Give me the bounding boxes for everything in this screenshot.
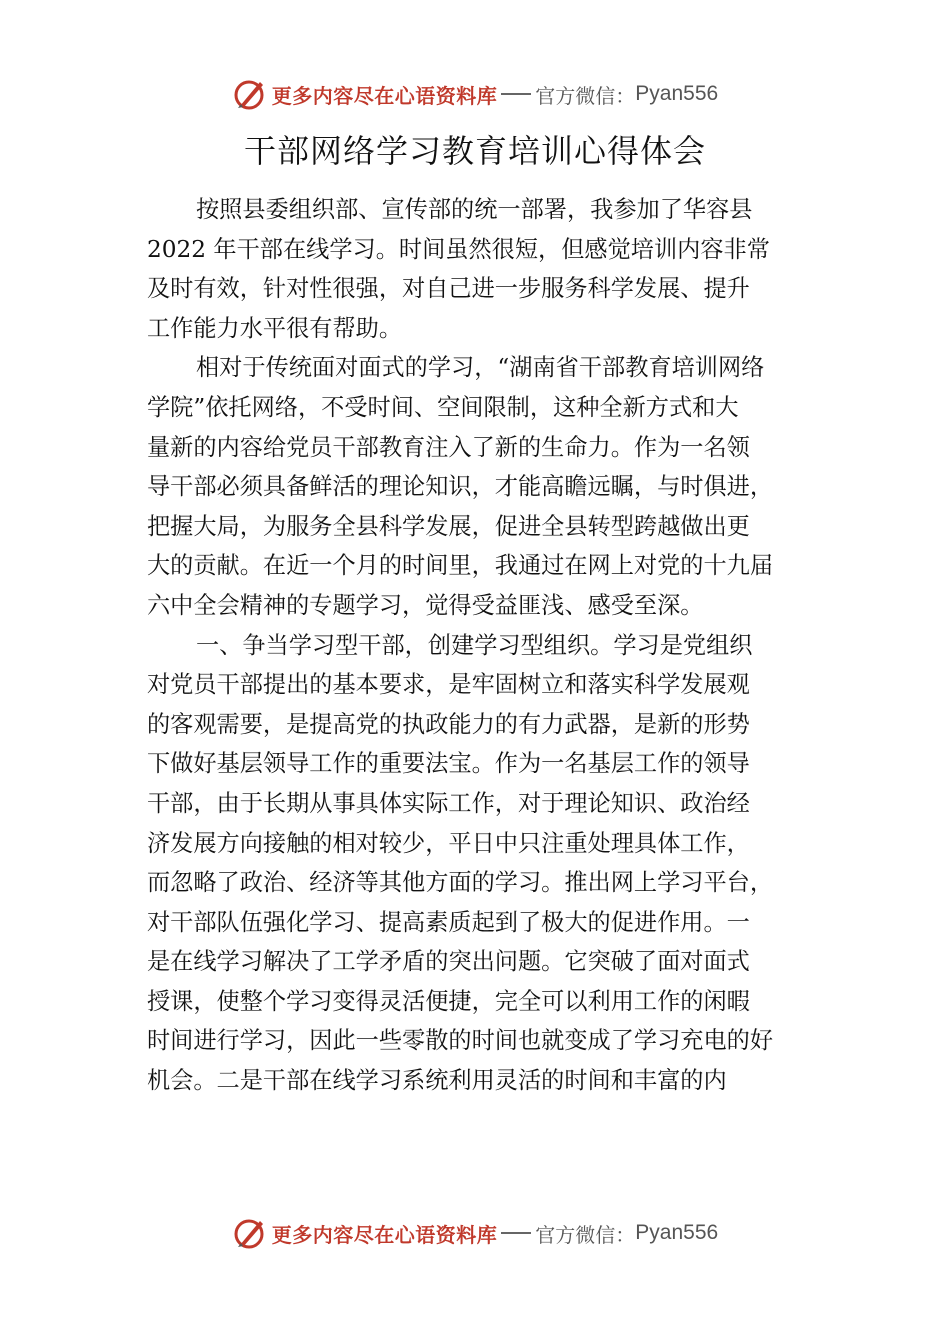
body-line: 对党员干部提出的基本要求，是牢固树立和落实科学发展观	[147, 671, 750, 699]
pen-logo-icon	[232, 1215, 268, 1251]
body-line: 工作能力水平很有帮助。	[147, 314, 403, 342]
body-line: 而忽略了政治、经济等其他方面的学习。推出网上学习平台，	[147, 869, 774, 897]
body-line: 大的贡献。在近一个月的时间里，我通过在网上对党的十九届	[147, 552, 774, 580]
body-line: 把握大局，为服务全县科学发展，促进全县转型跨越做出更	[147, 512, 750, 540]
document-title: 干部网络学习教育培训心得体会	[243, 132, 706, 170]
banner-dash	[501, 1232, 531, 1234]
body-line: 机会。二是干部在线学习系统利用灵活的时间和丰富的内	[147, 1067, 727, 1095]
banner-dash	[501, 93, 531, 95]
body-line: 时间进行学习，因此一些零散的时间也就变成了学习充电的好	[147, 1027, 774, 1055]
body-line: 及时有效，针对性很强，对自己进一步服务科学发展、提升	[147, 275, 750, 303]
body-line: 相对于传统面对面式的学习，“湖南省干部教育培训网络	[196, 354, 765, 382]
footer-banner	[0, 1213, 950, 1253]
header-banner	[0, 74, 950, 114]
body-line: 导干部必须具备鲜活的理论知识，才能高瞻远瞩，与时俱进，	[147, 473, 774, 501]
body-line: 干部，由于长期从事具体实际工作，对于理论知识、政治经	[147, 789, 750, 817]
body-line: 授课，使整个学习变得灵活便捷，完全可以利用工作的闲暇	[147, 987, 750, 1015]
pen-logo-icon	[232, 76, 268, 112]
body-line: 六中全会精神的专题学习，觉得受益匪浅、感受至深。	[147, 591, 704, 619]
body-line: 学院”依托网络，不受时间、空间限制，这种全新方式和大	[147, 393, 739, 421]
body-line: 一、争当学习型干部，创建学习型组织。学习是党组织	[196, 631, 753, 659]
document-body	[147, 190, 837, 1101]
body-line: 按照县委组织部、宣传部的统一部署，我参加了华容县	[196, 196, 753, 223]
body-line: 的客观需要，是提高党的执政能力的有力武器，是新的形势	[147, 710, 750, 738]
body-line: 济发展方向接触的相对较少，平日中只注重处理具体工作，	[147, 829, 750, 857]
body-line: 下做好基层领导工作的重要法宝。作为一名基层工作的领导	[147, 750, 750, 778]
banner-brand-text: 更多内容尽在心语资料库	[271, 1222, 498, 1247]
banner-official-label: 官方微信：	[535, 1222, 636, 1247]
banner-official-label: 官方微信：	[535, 83, 636, 108]
banner-brand-text: 更多内容尽在心语资料库	[271, 83, 498, 108]
body-line: 对干部队伍强化学习、提高素质起到了极大的促进作用。一	[147, 908, 750, 936]
banner-wechat-id: Pyan556	[635, 1221, 719, 1244]
body-line: 量新的内容给党员干部教育注入了新的生命力。作为一名领	[147, 433, 750, 461]
body-line: 2022 年干部在线学习。时间虽然很短，但感觉培训内容非常	[147, 235, 770, 263]
body-line: 是在线学习解决了工学矛盾的突出问题。它突破了面对面式	[147, 948, 750, 976]
banner-wechat-id: Pyan556	[635, 82, 719, 105]
